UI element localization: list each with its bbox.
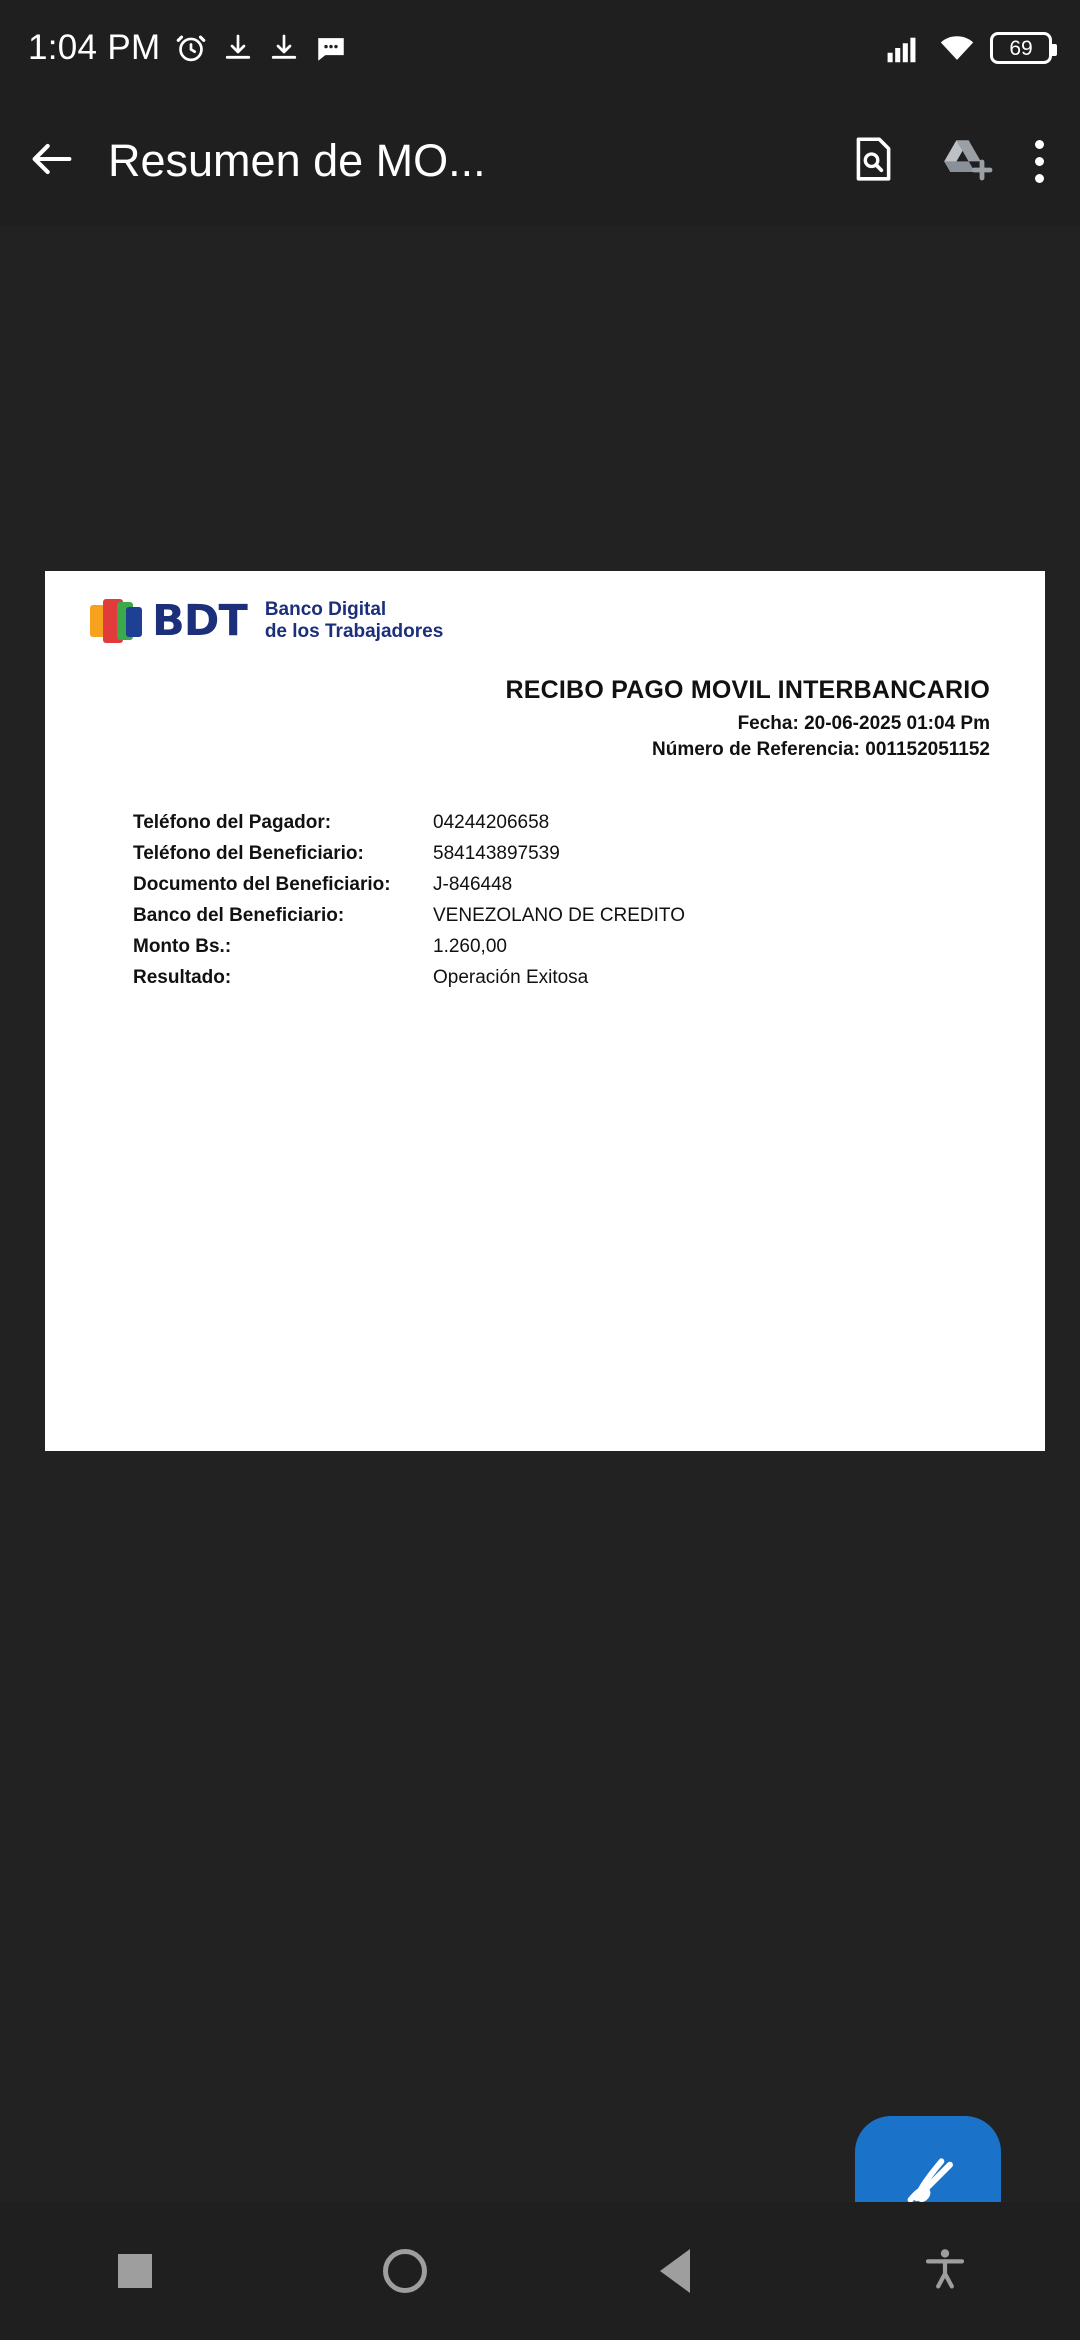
field-label: Teléfono del Beneficiario: bbox=[133, 842, 364, 864]
field-row bbox=[133, 900, 1045, 931]
square-icon bbox=[118, 2254, 152, 2288]
back-button[interactable] bbox=[540, 2249, 810, 2293]
field-label: Banco del Beneficiario: bbox=[133, 904, 345, 926]
download-complete-icon bbox=[268, 32, 300, 64]
app-bar-actions bbox=[848, 134, 1054, 189]
field-value: Operación Exitosa bbox=[433, 966, 589, 988]
arrow-back-icon[interactable] bbox=[26, 133, 78, 190]
app-bar bbox=[0, 96, 1080, 226]
field-value: 1.260,00 bbox=[433, 935, 507, 957]
status-bar-left bbox=[28, 28, 348, 68]
message-icon bbox=[314, 31, 348, 65]
field-label: Monto Bs.: bbox=[133, 935, 232, 957]
field-label: Resultado: bbox=[133, 966, 232, 988]
triangle-icon bbox=[660, 2249, 690, 2293]
field-row bbox=[133, 931, 1045, 962]
recents-button[interactable] bbox=[0, 2254, 270, 2288]
bank-name bbox=[265, 599, 443, 644]
field-value: 04244206658 bbox=[433, 811, 550, 833]
battery-indicator bbox=[990, 32, 1052, 64]
bank-wordmark: BDT bbox=[152, 595, 247, 646]
field-row bbox=[133, 869, 1045, 900]
field-value: J-846448 bbox=[433, 873, 513, 895]
system-navigation-bar bbox=[0, 2202, 1080, 2340]
receipt-title: RECIBO PAGO MOVIL INTERBANCARIO bbox=[505, 675, 990, 704]
document-page bbox=[45, 571, 1045, 1451]
field-row bbox=[133, 807, 1045, 838]
field-label: Teléfono del Pagador: bbox=[133, 811, 332, 833]
accessibility-icon bbox=[921, 2245, 969, 2298]
receipt-fields bbox=[45, 807, 1045, 993]
accessibility-button[interactable] bbox=[810, 2245, 1080, 2298]
wifi-icon bbox=[938, 32, 976, 64]
download-complete-icon bbox=[222, 32, 254, 64]
overflow-menu-icon[interactable] bbox=[1034, 140, 1044, 183]
field-value: VENEZOLANO DE CREDITO bbox=[433, 904, 685, 926]
receipt-date: Fecha: 20-06-2025 01:04 Pm bbox=[737, 712, 990, 734]
drive-add-icon[interactable] bbox=[938, 134, 994, 189]
alarm-icon bbox=[174, 31, 208, 65]
field-label: Documento del Beneficiario: bbox=[133, 873, 391, 895]
circle-icon bbox=[383, 2249, 427, 2293]
status-bar-right bbox=[886, 32, 1052, 64]
field-row bbox=[133, 962, 1045, 993]
bank-name-line2: de los Trabajadores bbox=[264, 621, 444, 643]
field-value: 584143897539 bbox=[433, 842, 560, 864]
status-bar bbox=[0, 0, 1080, 96]
home-button[interactable] bbox=[270, 2249, 540, 2293]
document-viewer[interactable] bbox=[0, 226, 1080, 2202]
receipt-reference: Número de Referencia: 001152051152 bbox=[652, 738, 990, 760]
field-row bbox=[133, 838, 1045, 869]
status-clock: 1:04 PM bbox=[28, 28, 161, 67]
bank-letterhead bbox=[45, 571, 1045, 644]
receipt-header bbox=[45, 644, 1045, 761]
receipt-meta bbox=[45, 713, 990, 761]
bdt-logo-icon bbox=[90, 599, 144, 643]
bank-name-line1: Banco Digital bbox=[264, 599, 387, 620]
page-title: Resumen de MO... bbox=[108, 135, 486, 186]
document-scan-icon[interactable] bbox=[848, 134, 898, 189]
cellular-signal-icon bbox=[886, 32, 924, 64]
battery-level: 69 bbox=[1009, 36, 1033, 60]
